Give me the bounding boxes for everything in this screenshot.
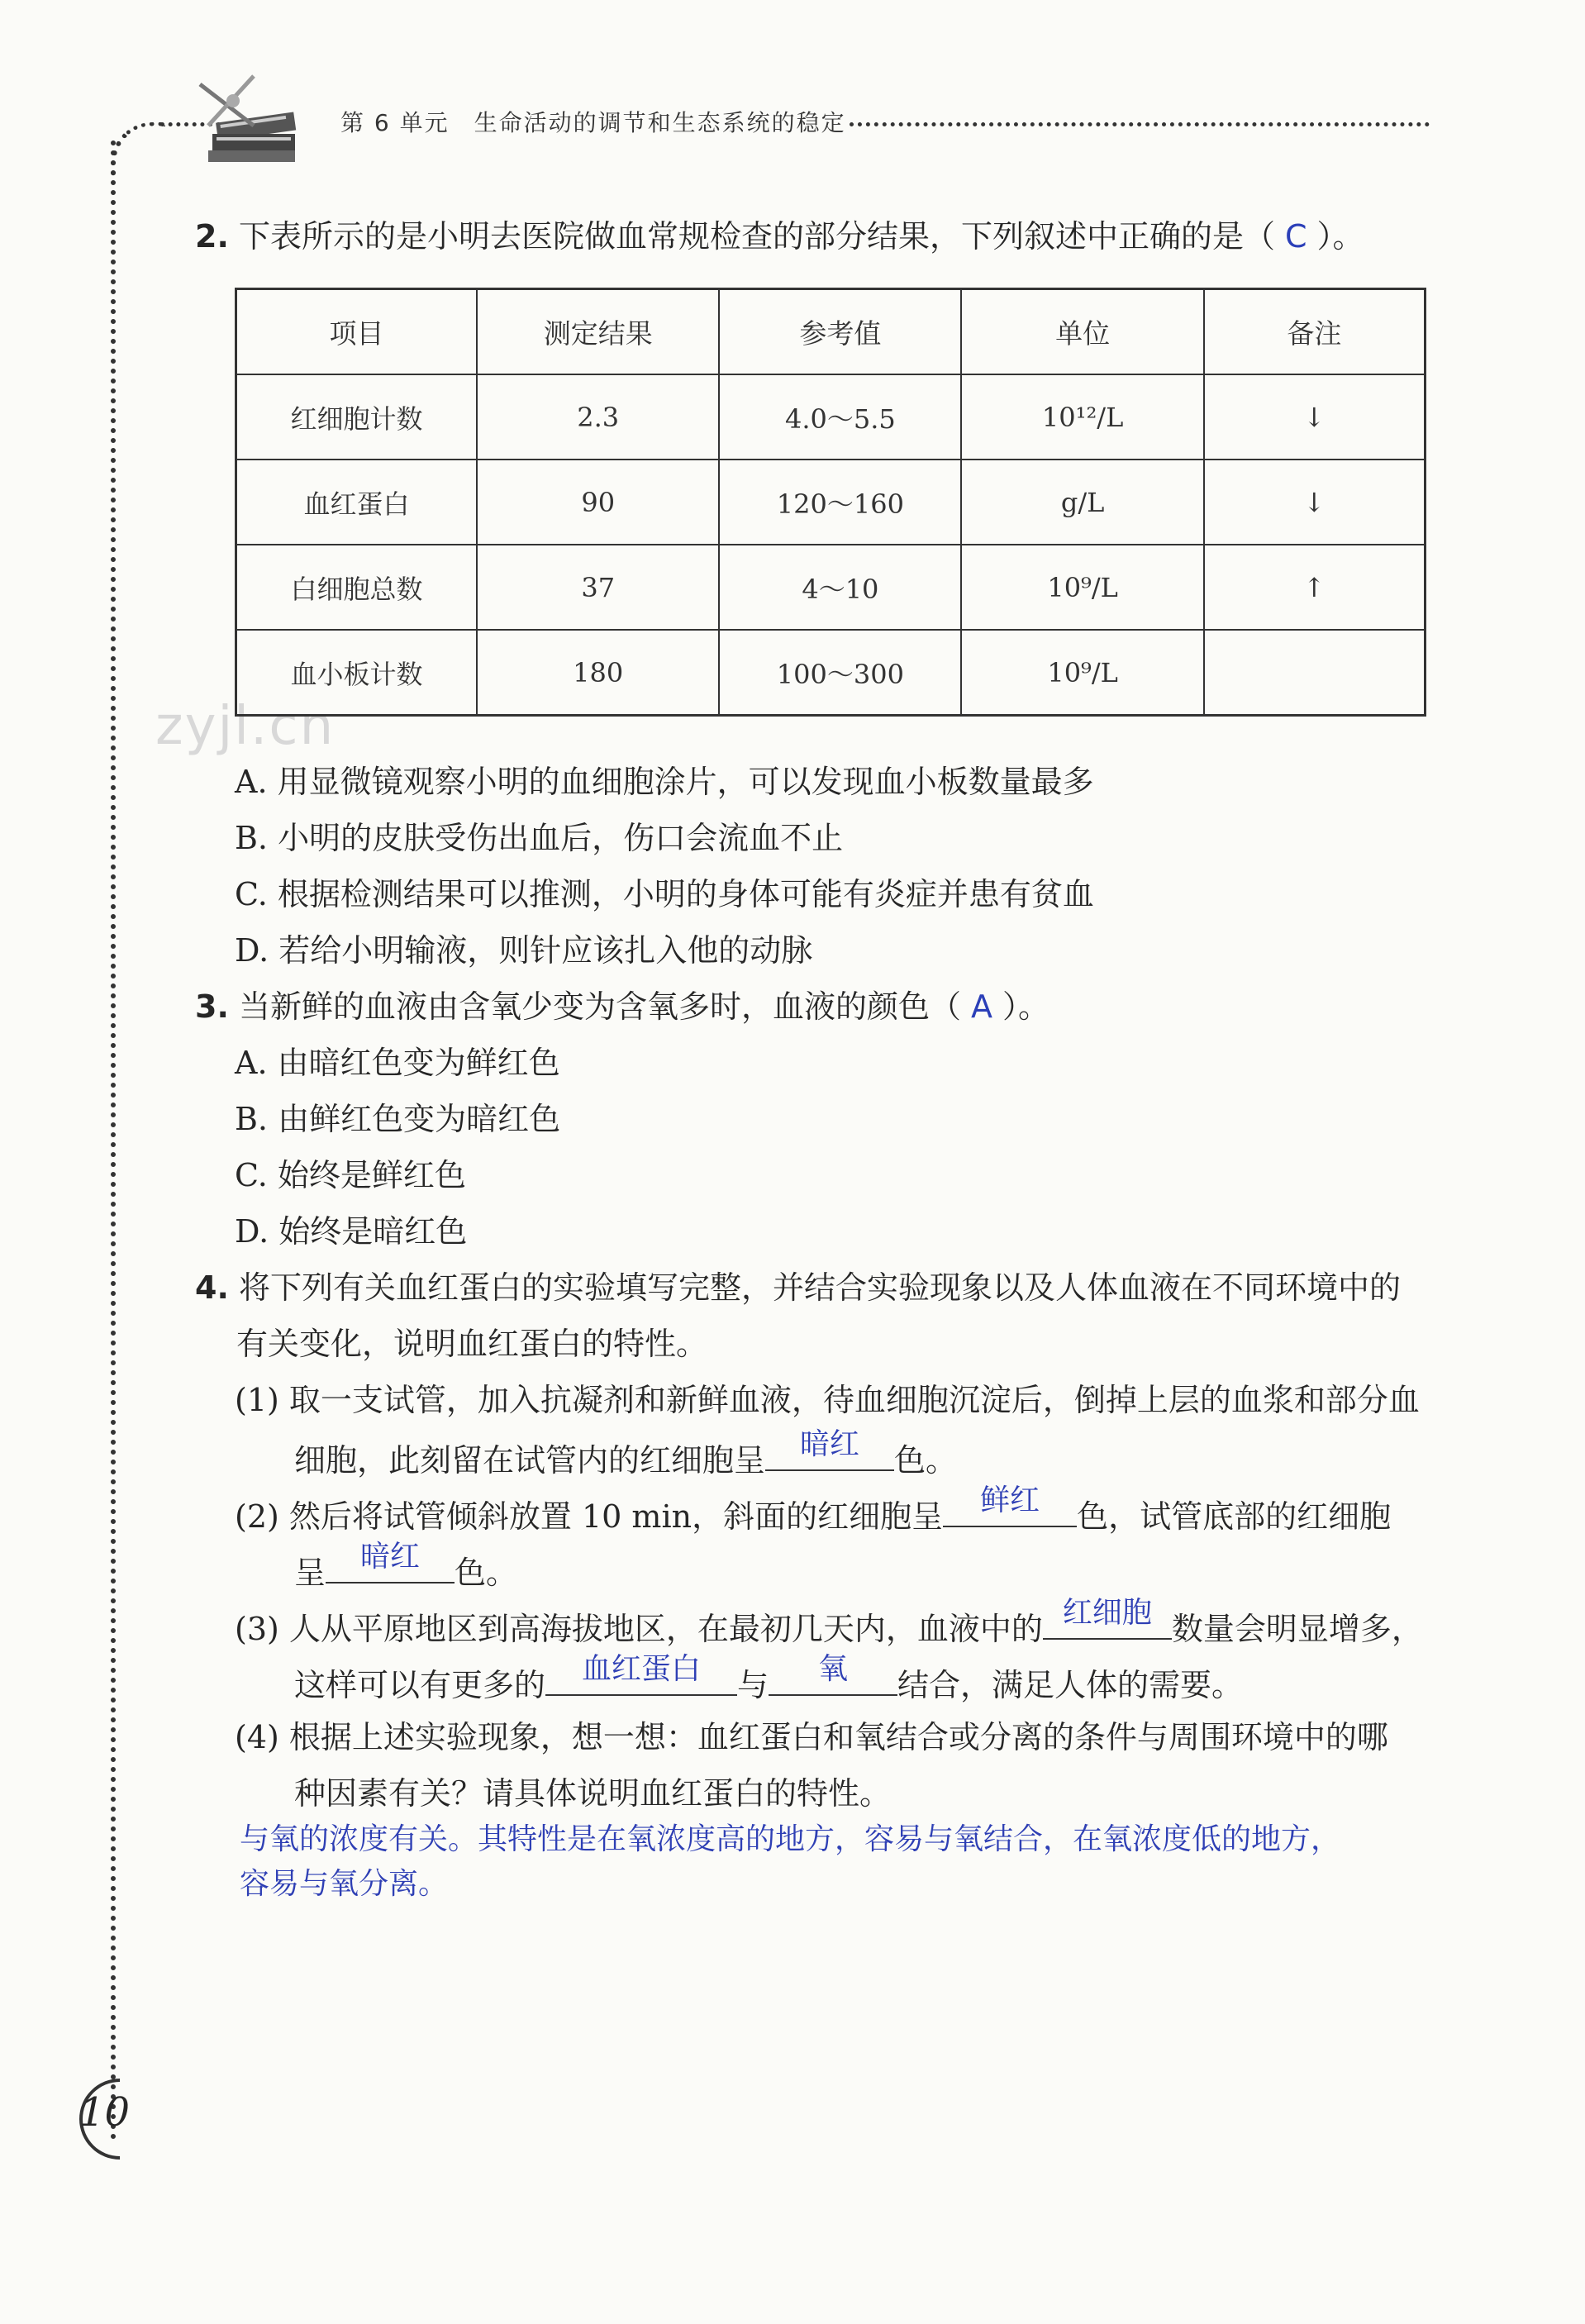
q4-part1-answer: 暗红: [800, 1427, 860, 1461]
q4-part4-line1: (4) 根据上述实验现象，想一想：血红蛋白和氧结合或分离的条件与周围环境中的哪: [235, 1719, 1388, 1755]
q3-stem: [195, 987, 1050, 1026]
q4-part2-line2-text: 呈: [294, 1555, 326, 1591]
table-header-cell: 参考值: [719, 289, 961, 375]
q4-part2-line2: [294, 1540, 518, 1593]
q4-part2-text: (2) 然后将试管倾斜放置 10 min，斜面的红细胞呈: [235, 1498, 944, 1535]
table-cell: [1204, 630, 1426, 716]
table-row: [236, 374, 1426, 460]
q4-part2-line1: [235, 1483, 1392, 1536]
q2-option-c: C. 根据检测结果可以推测，小明的身体可能有炎症并患有贫血: [235, 876, 1094, 912]
q4-part3-answer1: 红细胞: [1062, 1596, 1152, 1630]
q4-answer-line2: 容易与氧分离。: [240, 1867, 449, 1901]
header-dots-right: [850, 122, 1430, 126]
q2-stem-end: ）。: [1316, 218, 1364, 255]
q4-answer-line1: 与氧的浓度有关。其特性是在氧浓度高的地方，容易与氧结合，在氧浓度低的地方，: [240, 1822, 1341, 1856]
q4-part2-answer1: 鲜红: [980, 1483, 1040, 1517]
q4-stem-line2: 有关变化，说明血红蛋白的特性。: [236, 1326, 708, 1362]
q4-part4-line2: 种因素有关？请具体说明血红蛋白的特性。: [294, 1775, 892, 1812]
q4-part2-answer2: 暗红: [360, 1540, 421, 1574]
table-cell: 120～160: [719, 460, 961, 545]
q3-answer: A: [971, 988, 992, 1025]
q4-part3-blank3: [769, 1652, 897, 1696]
table-header-cell: 备注: [1204, 289, 1426, 375]
q3-stem-end: ）。: [1002, 988, 1050, 1025]
table-cell: g/L: [961, 460, 1203, 545]
q4-part3-line2-text: 这样可以有更多的: [294, 1667, 546, 1703]
q2-stem-text: 下表所示的是小明去医院做血常规检查的部分结果，下列叙述中正确的是（: [238, 218, 1275, 255]
q4-part3-blank2: [545, 1652, 737, 1696]
table-cell: 10⁹/L: [961, 545, 1203, 630]
table-cell: 红细胞计数: [236, 374, 478, 460]
table-cell: 37: [477, 545, 719, 630]
q4-stem-line1: [195, 1268, 1401, 1307]
q4-part1-line2: [294, 1427, 958, 1480]
frame-corner: [111, 122, 165, 176]
q4-part3-line1: [235, 1596, 1423, 1649]
books-logo-icon: [183, 68, 307, 167]
table-header-cell: 单位: [961, 289, 1203, 375]
table-row: [236, 545, 1426, 630]
q4-part3-line2: [294, 1652, 1244, 1705]
q4-part1-line1: (1) 取一支试管，加入抗凝剂和新鲜血液，待血细胞沉淀后，倒掉上层的血浆和部分血: [235, 1382, 1420, 1418]
q3-stem-text: 当新鲜的血液由含氧少变为含氧多时，血液的颜色（: [238, 988, 961, 1025]
table-cell: 2.3: [477, 374, 719, 460]
q3-option-d: D. 始终是暗红色: [235, 1213, 468, 1250]
table-header-row: [236, 289, 1426, 375]
table-header-cell: 测定结果: [477, 289, 719, 375]
q2-option-a: A. 用显微镜观察小明的血细胞涂片，可以发现血小板数量最多: [235, 764, 1094, 800]
q3-number: 3.: [195, 988, 229, 1025]
q4-part3-answer2: 血红蛋白: [582, 1652, 702, 1686]
q4-part2-text-after: 色，试管底部的红细胞: [1077, 1498, 1392, 1535]
q4-stem-text: 将下列有关血红蛋白的实验填写完整，并结合实验现象以及人体血液在不同环境中的: [238, 1269, 1401, 1306]
q2-stem: [195, 217, 1364, 256]
arrow-up-icon: ↑: [1204, 545, 1426, 630]
q4-part2-blank2: [326, 1540, 455, 1583]
margin-dotted-line: [111, 140, 116, 2141]
q4-part1-blank: [765, 1427, 894, 1471]
blood-test-table: [235, 288, 1426, 717]
page-number: 10: [79, 2089, 131, 2136]
q3-option-c: C. 始终是鲜红色: [235, 1157, 466, 1193]
q4-part3-end: 结合，满足人体的需要。: [897, 1667, 1244, 1703]
q4-part1-end: 色。: [894, 1442, 958, 1479]
table-cell: 血小板计数: [236, 630, 478, 716]
table-cell: 4～10: [719, 545, 961, 630]
q3-option-a: A. 由暗红色变为鲜红色: [235, 1045, 560, 1081]
q4-part3-mid: 与: [737, 1667, 769, 1703]
q4-part1-text: 细胞，此刻留在试管内的红细胞呈: [294, 1442, 766, 1479]
q4-part3-text: (3) 人从平原地区到高海拔地区，在最初几天内，血液中的: [235, 1611, 1043, 1647]
q2-option-d: D. 若给小明输液，则针应该扎入他的动脉: [235, 932, 813, 969]
q4-part3-text-after: 数量会明显增多，: [1171, 1611, 1423, 1647]
q4-part2-blank1: [943, 1483, 1077, 1527]
table-header-cell: 项目: [236, 289, 478, 375]
unit-header: 第 6 单元 生命活动的调节和生态系统的稳定: [340, 109, 846, 136]
arrow-down-icon: ↓: [1204, 374, 1426, 460]
arrow-down-icon: ↓: [1204, 460, 1426, 545]
q4-part3-blank1: [1043, 1596, 1172, 1640]
q2-option-b: B. 小明的皮肤受伤出血后，伤口会流血不止: [235, 820, 844, 856]
q4-part3-answer3: 氧: [818, 1652, 849, 1686]
table-cell: 100～300: [719, 630, 961, 716]
table-cell: 4.0～5.5: [719, 374, 961, 460]
q2-answer: C: [1285, 218, 1307, 255]
q4-part2-end: 色。: [455, 1555, 518, 1591]
table-cell: 10⁹/L: [961, 630, 1203, 716]
table-cell: 血红蛋白: [236, 460, 478, 545]
q2-number: 2.: [195, 218, 229, 255]
watermark: zyjl.cn: [155, 696, 336, 757]
table-row: [236, 460, 1426, 545]
table-cell: 180: [477, 630, 719, 716]
table-cell: 90: [477, 460, 719, 545]
q4-number: 4.: [195, 1269, 229, 1306]
table-cell: 10¹²/L: [961, 374, 1203, 460]
table-row: [236, 630, 1426, 716]
table-cell: 白细胞总数: [236, 545, 478, 630]
q3-option-b: B. 由鲜红色变为暗红色: [235, 1101, 561, 1137]
